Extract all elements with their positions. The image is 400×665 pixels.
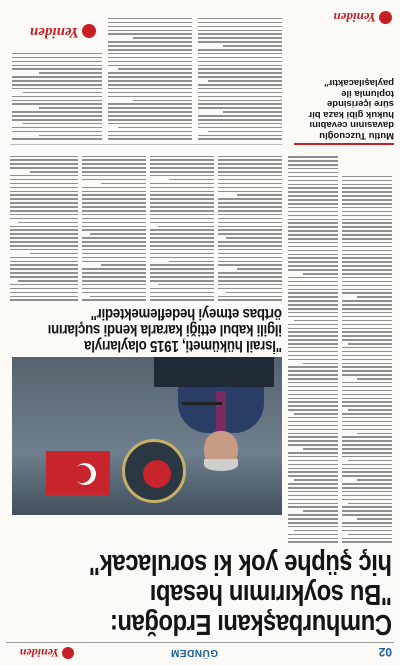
news-photo xyxy=(12,357,282,515)
brand-logo xyxy=(8,646,74,660)
brand-wordmark: Yeniden xyxy=(19,646,59,660)
text-column-6 xyxy=(10,151,78,301)
sub-headline-line-1: "İsrail hükümeti, 1915 olaylarıyla xyxy=(84,337,282,354)
headline-line-1: Cumhurbaşkanı Erdoğan: xyxy=(110,608,392,640)
imprint-text-2 xyxy=(108,10,192,140)
text-column-2 xyxy=(288,151,338,543)
presidential-emblem-icon xyxy=(122,439,186,503)
second-story xyxy=(294,5,394,145)
headline-line-3: hiç şüphe yok ki sorulacak" xyxy=(89,548,392,580)
headline-line-2: "Bu soykırımın hesabı xyxy=(150,578,392,610)
text-column-1 xyxy=(342,151,392,543)
logo-mark-icon xyxy=(82,24,96,38)
microphones-icon xyxy=(182,380,222,405)
main-headline xyxy=(8,549,392,639)
turkish-flag-icon xyxy=(46,451,110,495)
imprint-text-3 xyxy=(12,44,102,140)
logo-mark-icon xyxy=(62,647,74,659)
brand-wordmark-imprint: Yeniden xyxy=(29,24,79,40)
logo-mark-icon xyxy=(379,11,392,24)
text-column-3 xyxy=(218,151,282,301)
brand-logo-bottom xyxy=(312,9,392,25)
sub-headline-line-2: ilgili kabul ettiği kararla kendi suçlarını xyxy=(47,321,282,338)
page-header xyxy=(6,642,394,661)
second-story-headline: Mutlu Tuzcuoğlu davasının cevabını hukuk gibi kaza bir süre içerisinde toplumla ile paylaşılacaktır" xyxy=(308,77,394,141)
text-column-4 xyxy=(150,151,214,301)
sub-headline xyxy=(12,305,282,353)
section-label: GÜNDEM xyxy=(170,647,218,658)
page-number: 02 xyxy=(378,645,392,659)
imprint-text-1 xyxy=(198,10,282,140)
brand-wordmark-bottom: Yeniden xyxy=(333,10,376,25)
imprint-area xyxy=(10,6,282,145)
brand-logo-imprint xyxy=(12,22,96,40)
sub-headline-line-3: örtbas etmeyi hedeflemektedir" xyxy=(90,305,282,322)
text-column-5 xyxy=(82,151,146,301)
